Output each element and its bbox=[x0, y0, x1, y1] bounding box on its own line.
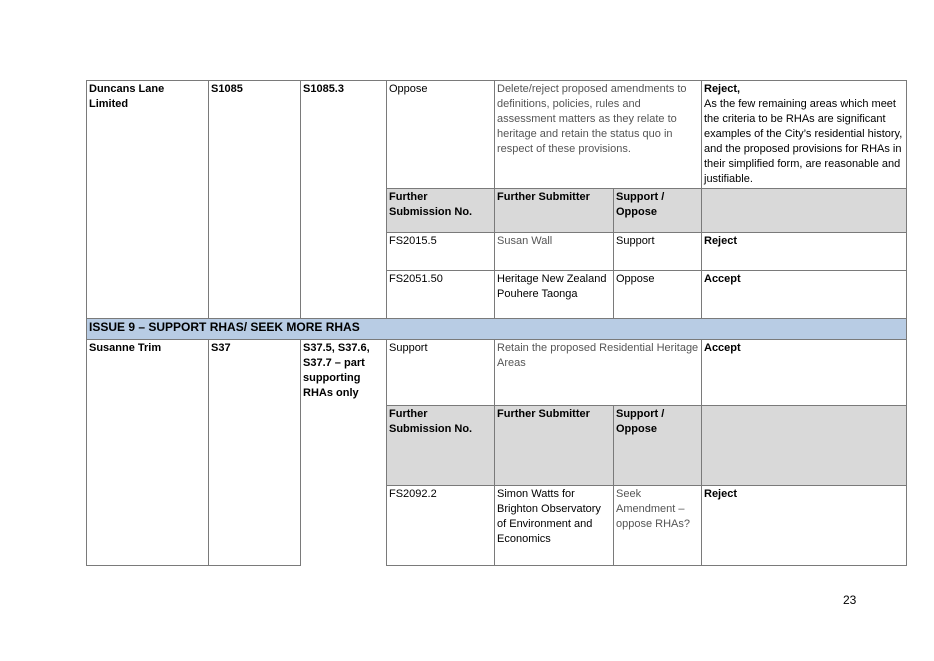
further-submitter: Simon Watts for Brighton Observatory of Environment and Economics bbox=[495, 486, 614, 566]
issue-heading: ISSUE 9 – SUPPORT RHAS/ SEEK MORE RHAS bbox=[87, 319, 907, 340]
further-row bbox=[87, 486, 907, 566]
header-further-no: Further Submission No. bbox=[387, 406, 495, 486]
decision-title: Reject, bbox=[704, 83, 741, 95]
header-support-oppose: Support / Oppose bbox=[614, 189, 702, 233]
header-further-submitter: Further Submitter bbox=[495, 189, 614, 233]
further-header-row bbox=[87, 406, 907, 486]
further-no: FS2051.50 bbox=[387, 271, 495, 319]
header-support-oppose: Support / Oppose bbox=[614, 406, 702, 486]
further-support: Oppose bbox=[614, 271, 702, 319]
further-no: FS2092.2 bbox=[387, 486, 495, 566]
relief-sought: Retain the proposed Residential Heritage Areas bbox=[495, 340, 702, 406]
further-row bbox=[87, 233, 907, 271]
position: Oppose bbox=[387, 81, 495, 189]
position: Support bbox=[387, 340, 495, 406]
decision: Accept bbox=[702, 340, 907, 406]
relief-sought: Delete/reject proposed amendments to definitions, policies, rules and assessment matters as they relate to heritage and retain the status quo in respect of these provisions. bbox=[495, 81, 702, 189]
submitter-name: Duncans Lane Limited bbox=[87, 81, 209, 189]
issue-row bbox=[87, 319, 907, 340]
further-no: FS2015.5 bbox=[387, 233, 495, 271]
further-submitter: Susan Wall bbox=[495, 233, 614, 271]
further-header-row bbox=[87, 189, 907, 233]
further-row bbox=[87, 271, 907, 319]
further-support: Seek Amendment – oppose RHAs? bbox=[614, 486, 702, 566]
further-decision: Reject bbox=[702, 486, 907, 566]
header-further-no: Further Submission No. bbox=[387, 189, 495, 233]
page-number: 23 bbox=[843, 593, 857, 607]
header-further-submitter: Further Submitter bbox=[495, 406, 614, 486]
submission-point: S1085.3 bbox=[301, 81, 387, 189]
submission-number: S1085 bbox=[209, 81, 301, 189]
further-submitter: Heritage New Zealand Pouhere Taonga bbox=[495, 271, 614, 319]
further-support: Support bbox=[614, 233, 702, 271]
decision bbox=[702, 81, 907, 189]
submission-number: S37 bbox=[209, 340, 301, 406]
submission-point: S37.5, S37.6, S37.7 – part supporting RHAs only bbox=[301, 340, 387, 566]
submission-row bbox=[87, 340, 907, 406]
further-decision: Accept bbox=[702, 271, 907, 319]
decision-reason: As the few remaining areas which meet the criteria to be RHAs are significant examples of the City’s residential history, and the proposed provisions for RHAs in their simplified form, are reasonable and justifiable. bbox=[704, 98, 903, 185]
submitter-name: Susanne Trim bbox=[87, 340, 209, 406]
submission-row bbox=[87, 81, 907, 189]
further-decision: Reject bbox=[702, 233, 907, 271]
submissions-table bbox=[86, 80, 907, 566]
